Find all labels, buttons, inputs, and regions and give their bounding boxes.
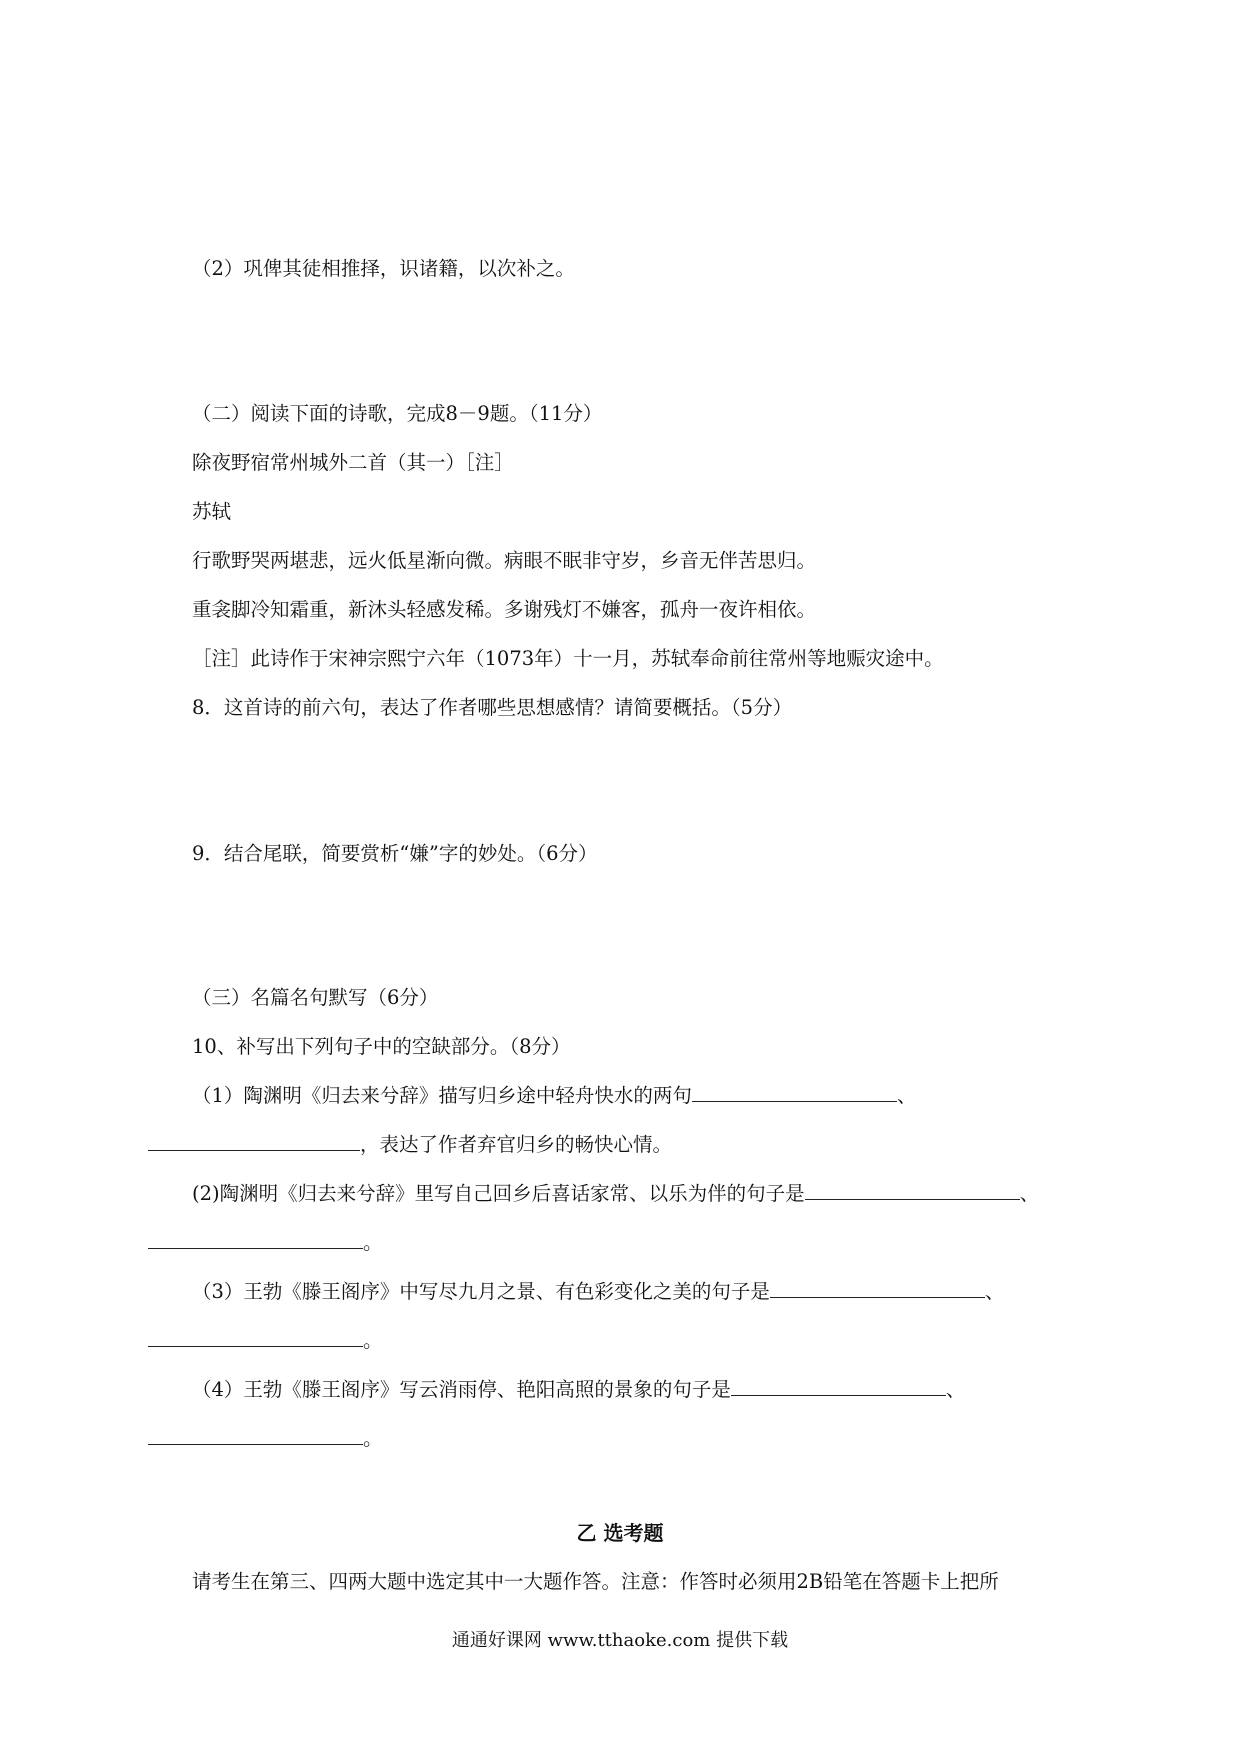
fill-item-3-text: （3）王勃《滕王阁序》中写尽九月之景、有色彩变化之美的句子是 [192,1280,770,1303]
section-2-heading: （二）阅读下面的诗歌，完成8－9题。（11分） [192,402,603,425]
end-period: 。 [363,1427,383,1450]
question-9: 9．结合尾联，简要赏析“嫌”字的妙处。（6分） [192,842,598,865]
poem-note: ［注］此诗作于宋神宗熙宁六年（1073年）十一月，苏轼奉命前往常州等地赈灾途中。 [192,647,944,670]
fill-item-2-text: (2)陶渊明《归去来兮辞》里写自己回乡后喜话家常、以乐为伴的句子是 [192,1182,805,1205]
fill-item-1-text: （1）陶渊明《归去来兮辞》描写归乡途中轻舟快水的两句 [192,1084,692,1107]
fill-item-3-line-2 [148,1328,383,1352]
part-b-instruction: 请考生在第三、四两大题中选定其中一大题作答。注意：作答时必须用2B铅笔在答题卡上把所 [192,1570,999,1593]
answer-blank[interactable] [148,1426,363,1445]
page-footer: 通通好课网 www.tthaoke.com 提供下载 [451,1630,789,1651]
answer-blank[interactable] [731,1377,946,1396]
fill-item-1-line-1 [192,1083,916,1107]
question-8: 8．这首诗的前六句，表达了作者哪些思想感情？请简要概括。（5分） [192,696,793,719]
fill-item-4-line-1 [192,1377,965,1401]
fill-item-1-line-2 [148,1132,672,1156]
separator-comma: 、 [896,1084,917,1107]
answer-blank[interactable] [148,1132,360,1151]
fill-item-3-line-1 [192,1279,1004,1303]
answer-blank[interactable] [148,1230,363,1249]
poem-title: 除夜野宿常州城外二首（其一）［注］ [192,451,514,474]
part-b-title: 乙 选考题 [576,1521,664,1545]
question-10: 10、补写出下列句子中的空缺部分。（8分） [192,1035,571,1058]
fill-item-1-tail: ，表达了作者弃官归乡的畅快心情。 [360,1133,673,1156]
separator-comma: 、 [1019,1182,1040,1205]
section-3-heading: （三）名篇名句默写（6分） [192,986,439,1009]
poem-line-1: 行歌野哭两堪悲，远火低星渐向微。病眼不眠非守岁，乡音无伴苦思归。 [192,549,817,572]
question-7-2: （2）巩俾其徒相推择，识诸籍，以次补之。 [192,257,575,280]
answer-blank[interactable] [770,1279,985,1298]
answer-blank[interactable] [805,1181,1020,1200]
fill-item-4-line-2 [148,1426,383,1450]
answer-blank[interactable] [692,1083,897,1102]
separator-comma: 、 [984,1280,1005,1303]
end-period: 。 [363,1231,383,1254]
fill-item-2-line-2 [148,1230,383,1254]
fill-item-4-text: （4）王勃《滕王阁序》写云消雨停、艳阳高照的景象的句子是 [192,1378,731,1401]
poem-line-2: 重衾脚冷知霜重，新沐头轻感发稀。多谢残灯不嫌客，孤舟一夜许相依。 [192,598,817,621]
separator-comma: 、 [945,1378,966,1401]
answer-blank[interactable] [148,1328,363,1347]
poem-author: 苏轼 [192,500,232,523]
end-period: 。 [363,1329,383,1352]
fill-item-2-line-1 [192,1181,1039,1205]
